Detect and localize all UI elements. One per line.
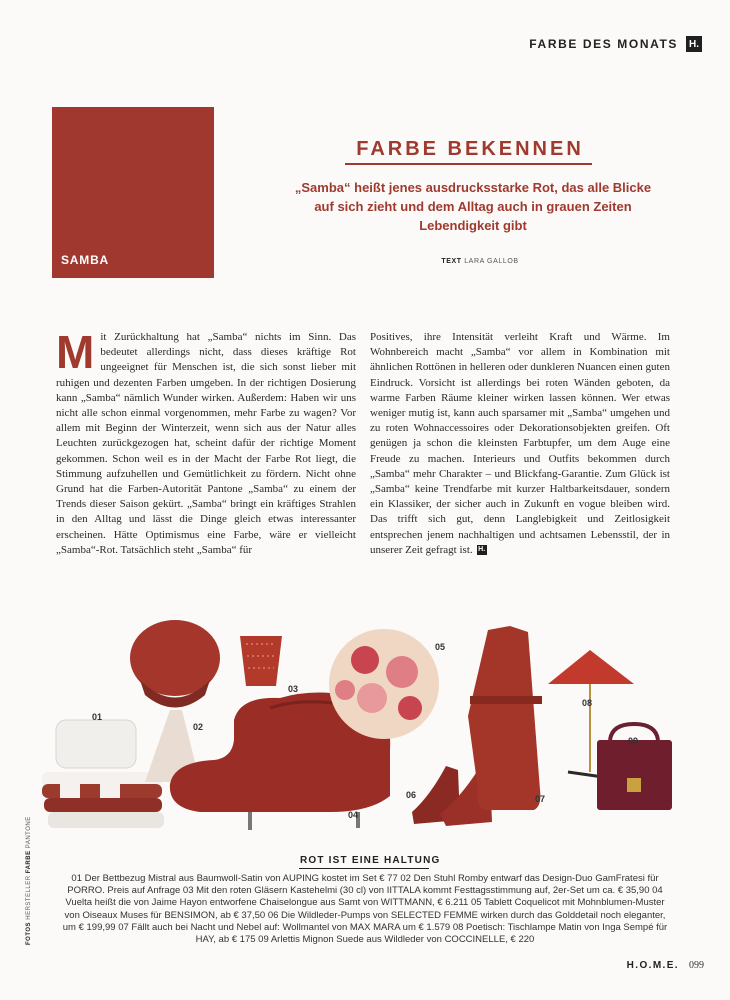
product-number: 06 <box>406 790 417 800</box>
product-number: 04 <box>348 810 359 820</box>
lead-text: „Samba“ heißt jenes ausdrucksstarke Rot, das alle Blicke auf sich zieht und dem Alltag auch in grauen Zeiten Lebendigkeit gibt <box>294 180 652 233</box>
product-collage <box>0 600 730 850</box>
swatch-label: SAMBA <box>61 253 109 267</box>
credit-label: FOTOS <box>26 921 32 945</box>
end-mark-icon: H. <box>478 546 486 554</box>
color-swatch <box>52 107 214 278</box>
byline-author: LARA GALLOB <box>464 258 519 265</box>
caption-title: ROT IST EINE HALTUNG <box>300 855 441 866</box>
home-logo-icon: H. <box>686 36 702 52</box>
product-number: 03 <box>288 684 299 694</box>
page-footer <box>627 960 704 971</box>
tray-image <box>329 629 439 739</box>
coat-image <box>468 626 542 810</box>
drop-cap: M <box>56 326 95 378</box>
section-header <box>529 36 702 52</box>
bedding-image <box>42 720 164 828</box>
section-title: FARBE DES MONATS <box>529 37 678 51</box>
product-illustrations <box>0 600 730 850</box>
chair-image <box>130 620 220 782</box>
body-column-right <box>370 330 670 558</box>
credit-text: HERSTELLER <box>26 875 32 920</box>
product-number: 07 <box>535 794 546 804</box>
glass-image <box>240 636 282 686</box>
product-number: 01 <box>92 712 103 722</box>
magazine-brand: H.O.M.E. <box>626 960 679 971</box>
product-number: 09 <box>628 736 639 746</box>
product-number: 05 <box>435 642 446 652</box>
caption-underline <box>299 868 429 869</box>
byline-label: TEXT <box>441 258 462 265</box>
caption-text: 01 Der Bettbezug Mistral aus Baumwoll-Satin von AUPING kostet im Set € 77 02 Den Stuhl Romby entwarf das Design-Duo GamFratesi für PORRO. Preis auf Anfrage 03 Mit den roten Gläsern Kastehelmi (30 cl) von IITTALA kommt Festtagsstimmung auf, 2er-Set um ca. € 35,90 04 Vuelta heißt die von Jaime Hayon entworfene Chaiselongue aus Samt von WITTMANN, € 6.211 05 Tablett Coquelicot mit Mohnblumen-Muster von Oiseaux Muses für BENSIMON, ab € 37,50 06 Die Wildleder-Pumps von SELECTED FEMME wirken durch das Golddetail noch eleganter, um € 199,99 07 Fällt auch bei Nacht und Nebel auf: Wollmantel von MAX MARA um € 1.579 08 Poetisch: Tischlampe Matin von Inga Sempé für HAY, ab € 175 09 Arlettis Mignon Suede aus Wildleder von COCCINELLE, € 220 <box>62 873 668 946</box>
credit-text: PANTONE <box>26 816 32 849</box>
byline <box>405 258 555 265</box>
product-number: 02 <box>193 722 204 732</box>
headline: FARBE BEKENNEN <box>356 138 584 160</box>
product-number: 08 <box>582 698 593 708</box>
body-text-left: it Zurückhaltung hat „Samba“ nichts im Sinn. Das bedeutet allerdings nicht, dass dieses kräftige Rot ungeeignet für Menschen ist, die sich sonst lieber mit ruhigen und dezenten Farben umgeben. In der richtigen Dosierung kann „Samba“ nämlich Wunder wirken. Außerdem: Haben wir uns nicht alle schon einmal vorgenommen, mehr Farbe zu wagen? Vor allem mit Beginn der Winterzeit, wenn sich aus der Natur alles Leuchten zurückgezogen hat, scheint dafür der richtige Moment gekommen. Schon weil es in der Macht der Farbe Rot liegt, die Stimmung aufzuhellen und Gemütlichkeit zu fördern. Nicht ohne Grund hat die Farben-Autorität Pantone „Samba“ zu einem der Trends dieser Saison gekürt. „Samba“ bringt ein kräftiges Strahlen in den Alltag und lässt die Dinge gleich etwas interessanter erscheinen. Hätte Optimismus eine Farbe, wäre er vielleicht „Samba“-Rot. Tatsächlich steht „Samba“ für <box>56 331 356 556</box>
credit-bold: FARBE <box>26 850 32 874</box>
body-text-right: Positives, ihre Intensität verleiht Kraft und Wärme. Im Wohnbereich macht „Samba“ vor allem in Kombination mit ähnlichen Rottönen in helleren oder dunkleren Nuancen einen guten Eindruck. Vorsicht ist allerdings bei roten Wänden geboten, da warme Farben Räume kleiner wirken lassen können. Wer etwas weniger mutig ist, kann auch sparsamer mit „Samba“ umgehen und zu roten Wohnaccessoires oder Dekorationsobjekten greifen. Oft genügen ja schon die kleinsten Farbtupfer, um dem Auge eine Freude zu machen. Interieurs und Outfits bekommen durch „Samba“ mehr Charakter – und Blickfang-Garantie. Zum Glück ist „Samba“ keine Trendfarbe mit kurzer Haltbarkeitsdauer, sondern ein Klassiker, der sicher auch in Zukunft en vogue bleiben wird. Das trifft sich gut, denn Langlebigkeit und Zeitlosigkeit entsprechen jenem nachhaltigen und achtsamen Lebensstil, der in unserer Zeit gefragt ist. <box>370 331 670 556</box>
body-column-left <box>56 326 356 558</box>
photo-credit <box>26 816 32 945</box>
headline-underline <box>345 163 592 165</box>
page-number: 099 <box>689 960 704 971</box>
